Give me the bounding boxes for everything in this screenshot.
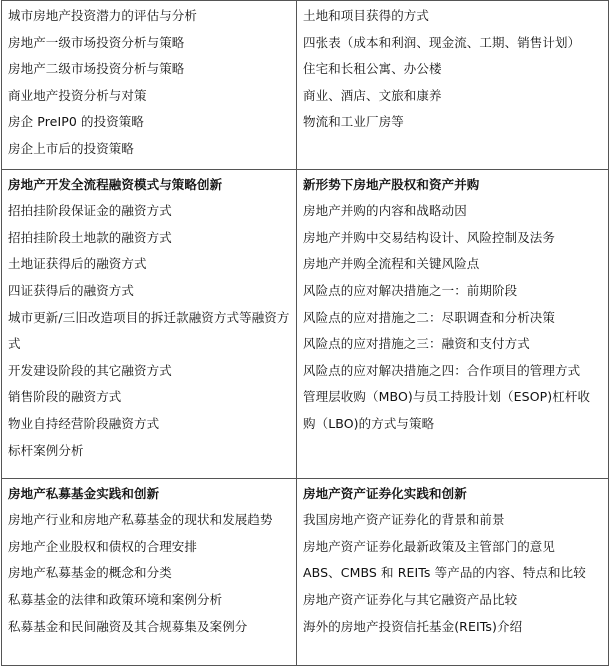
list-item: 四证获得后的融资方式 [8,282,135,298]
curriculum-table [1,0,609,666]
list-item: 房地产并购全流程和关键风险点 [303,256,480,272]
list-item: 私募基金和民间融资及其合规募集及案例分 [8,618,248,634]
table-row [2,478,609,665]
list-item: 房地产行业和房地产私募基金的现状和发展趋势 [8,512,273,528]
list-item: 物流和工业厂房等 [303,114,404,130]
cell-bot-left [2,478,297,665]
section-heading: 房地产资产证券化实践和创新 [303,485,467,501]
list-item: 房地产私募基金的概念和分类 [8,565,172,581]
list-item: 私募基金的法律和政策环境和案例分析 [8,591,223,607]
section-heading: 房地产私募基金实践和创新 [8,485,160,501]
cell-bot-right [297,478,609,665]
list-item: 风险点的应对措施之二：尽职调查和分析决策 [303,309,556,325]
list-item: 四张表（成本和利润、现金流、工期、销售计划） [303,34,581,50]
list-item: 城市更新/三旧改造项目的拆迁款融资方式等融资方式 [8,309,290,352]
cell-top-left [2,1,297,170]
list-item: 房地产一级市场投资分析与策略 [8,34,185,50]
list-item: 房地产企业股权和债权的合理安排 [8,538,198,554]
list-item: 商业、酒店、文旅和康养 [303,87,442,103]
list-item: 土地和项目获得的方式 [303,8,430,23]
table-row [2,1,609,170]
table-row [2,169,609,478]
list-item: 房企 PreIP0 的投资策略 [8,114,144,130]
list-item: 房地产二级市场投资分析与策略 [8,61,185,77]
list-item: 开发建设阶段的其它融资方式 [8,362,172,378]
list-item: 房企上市后的投资策略 [8,140,135,156]
list-item: 风险点的应对解决措施之四：合作项目的管理方式 [303,362,581,378]
list-item: 海外的房地产投资信托基金(REITs)介绍 [303,618,523,634]
list-item: 商业地产投资分析与对策 [8,87,147,103]
section-heading: 新形势下房地产股权和资产并购 [303,176,480,192]
list-item: ABS、CMBS 和 REITs 等产品的内容、特点和比较 [303,565,586,581]
list-item: 房地产资产证券化最新政策及主管部门的意见 [303,538,556,554]
list-item: 风险点的应对措施之三：融资和支付方式 [303,336,530,352]
list-item: 销售阶段的融资方式 [8,389,122,405]
list-item: 招拍挂阶段保证金的融资方式 [8,203,172,219]
cell-mid-right [297,169,609,478]
list-item: 风险点的应对解决措施之一：前期阶段 [303,282,518,298]
list-item: 标杆案例分析 [8,442,84,458]
cell-mid-left [2,169,297,478]
list-item: 城市房地产投资潜力的评估与分析 [8,8,198,23]
cell-top-right [297,1,609,170]
list-item: 房地产资产证券化与其它融资产品比较 [303,591,518,607]
list-item: 房地产并购的内容和战略动因 [303,203,467,219]
list-item: 我国房地产资产证券化的背景和前景 [303,512,505,528]
list-item: 物业自持经营阶段融资方式 [8,415,160,431]
list-item: 土地证获得后的融资方式 [8,256,147,272]
list-item: 住宅和长租公寓、办公楼 [303,61,442,77]
section-heading: 房地产开发全流程融资模式与策略创新 [8,176,223,192]
list-item: 房地产并购中交易结构设计、风险控制及法务 [303,229,556,245]
list-item: 招拍挂阶段土地款的融资方式 [8,229,172,245]
list-item: 管理层收购（MBO)与员工持股计划（ESOP)杠杆收购（LBO)的方式与策略 [303,389,591,431]
